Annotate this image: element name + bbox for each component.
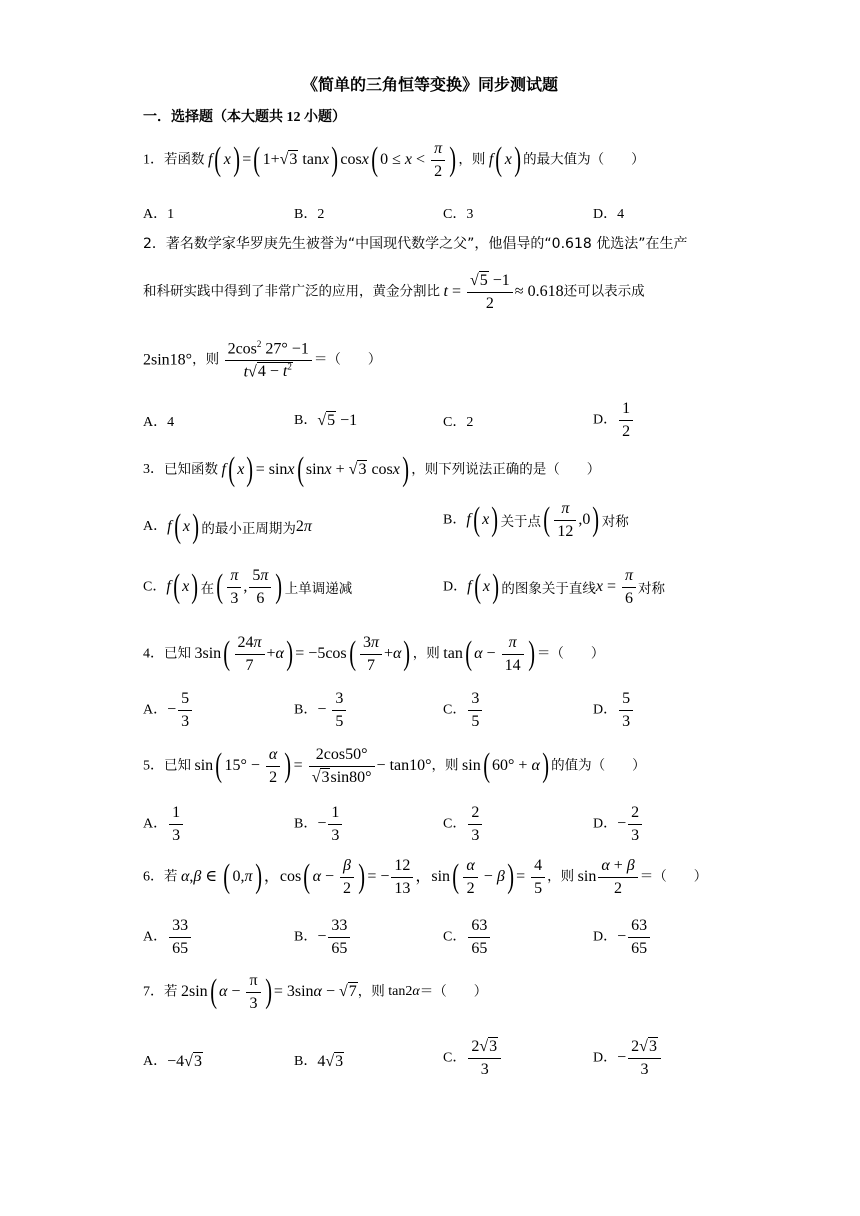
formula: ( $\frac{\pi}{3}$ , $\frac{5\pi}{6}$ ) — [216, 567, 283, 607]
stem-text: 若 — [164, 868, 178, 885]
stem-text: ＝（ ） — [419, 983, 488, 1000]
formula: $\frac{2√3}{3}$ — [466, 1049, 503, 1066]
option-label: A． — [143, 519, 168, 535]
question-number: 1． — [143, 152, 164, 168]
option-label: B． — [294, 702, 318, 718]
option-label: C． — [443, 702, 467, 718]
formula: f( x) — [488, 141, 521, 179]
stem-text: ＝（ ） — [639, 868, 708, 885]
formula: 4√3 — [317, 1052, 344, 1070]
formula: tan2α — [388, 984, 420, 1000]
formula: $\frac{1}{2}$ — [619, 400, 633, 440]
option-text: 的最小正周期为 — [201, 521, 296, 537]
formula: − $\frac{2√3}{3}$ — [617, 1049, 663, 1066]
option-c[interactable] — [143, 567, 352, 607]
option-label: D． — [593, 412, 618, 428]
option-label: B． — [294, 413, 318, 428]
option-label: D． — [593, 816, 618, 832]
question-5 — [143, 746, 646, 786]
formula: $\frac{2\cos^2 27^\circ -1}{t√4 - t^2}$ — [223, 351, 314, 368]
formula: √5 −1 — [317, 411, 358, 429]
stem-text: ，则 — [412, 645, 440, 662]
formula: f( x) — [466, 501, 499, 539]
stem-text: ，则 — [458, 151, 486, 168]
formula: f( x) — [166, 568, 199, 606]
formula: 2sin18° — [143, 351, 193, 369]
question-number: 2． — [143, 236, 166, 252]
option-b[interactable] — [443, 500, 629, 540]
question-1 — [143, 140, 645, 180]
option-label: D． — [593, 702, 618, 718]
option-label: A． — [143, 816, 168, 832]
question-4 — [143, 634, 604, 674]
option-label: C． — [443, 816, 467, 832]
option-label: B． — [443, 512, 467, 528]
option-b[interactable] — [294, 1050, 344, 1071]
question-number: 6． — [143, 869, 164, 885]
formula: f( x) — [467, 568, 500, 606]
option-label: D． — [593, 929, 618, 945]
stem-text: 若 — [164, 983, 178, 1000]
option-c[interactable] — [443, 804, 484, 844]
option-d[interactable] — [443, 567, 665, 607]
stem-text: ＝（ ） — [313, 351, 382, 368]
option-c[interactable] — [443, 690, 484, 730]
question-2-line-1 — [143, 237, 687, 251]
stem-text: 著名数学家华罗庚先生被誉为“中国现代数学之父”，他倡导的“0.618 优选法”在生产 — [165, 236, 688, 252]
option-label: B． — [294, 1054, 318, 1069]
option-a[interactable]: A．1 — [143, 207, 175, 222]
formula: t = $\frac{√5 -1}{2}$ ≈ 0.618 — [443, 272, 564, 312]
option-label: C． — [143, 579, 167, 595]
formula: − $\frac{2}{3}$ — [617, 815, 644, 832]
option-a[interactable]: A．4 — [143, 415, 175, 430]
option-d[interactable] — [593, 690, 635, 730]
option-text: 的图象关于直线 — [501, 581, 596, 598]
option-d[interactable] — [593, 400, 635, 440]
option-b[interactable] — [294, 917, 352, 957]
option-label: A． — [143, 1054, 168, 1069]
option-d[interactable] — [593, 804, 644, 844]
option-label: D． — [593, 1050, 618, 1066]
formula: 2sin( α − $\frac{\pi}{3}$ ) = 3sinα − √7 — [181, 972, 357, 1012]
page-title: 《简单的三角恒等变换》同步测试题 — [301, 77, 558, 94]
option-label: B． — [294, 929, 318, 945]
stem-text: 已知 — [164, 645, 191, 662]
formula: f( x) =( 1+√3 tanx) cosx( 0 ≤ x < $\frac{\pi}{2}$ ) — [208, 140, 457, 180]
formula: f( x) — [167, 508, 200, 545]
formula: $\frac{1}{3}$ — [167, 815, 185, 832]
option-label: A． — [143, 702, 168, 718]
option-a[interactable] — [143, 804, 185, 844]
stem-text: 的最大值为（ ） — [523, 151, 645, 168]
option-a[interactable] — [143, 1050, 203, 1071]
stem-text: 已知 — [164, 757, 191, 774]
stem-text: 和科研实践中得到了非常广泛的应用，黄金分割比 — [143, 283, 440, 300]
question-number: 5． — [143, 758, 164, 774]
option-text: 上单调递减 — [284, 581, 353, 598]
question-3 — [143, 453, 600, 487]
option-a[interactable] — [143, 510, 312, 544]
stem-text: ＝（ ） — [536, 645, 605, 662]
stem-text: 已知函数 — [164, 461, 218, 478]
stem-text: 还可以表示成 — [563, 283, 645, 300]
option-d[interactable] — [593, 1038, 663, 1078]
stem-text: 若函数 — [164, 151, 205, 168]
option-a[interactable] — [143, 917, 193, 957]
section-heading: 一．选择题（本大题共 12 小题） — [143, 110, 346, 125]
option-label: C． — [443, 929, 467, 945]
option-label: D． — [443, 579, 468, 595]
formula: $\frac{63}{65}$ — [466, 928, 492, 945]
formula: − $\frac{3}{5}$ — [317, 701, 348, 718]
option-label: C． — [443, 1050, 467, 1066]
option-b[interactable] — [294, 804, 344, 844]
option-b[interactable]: B．2 — [294, 207, 325, 222]
formula: $\frac{5}{3}$ — [617, 701, 635, 718]
formula: sin( 15° − $\frac{\alpha}{2}$ ) = $\frac{2\cos 50^\circ}{√3\sin 80^\circ}$ − tan10° — [194, 746, 432, 786]
question-2-line-2 — [143, 272, 645, 312]
formula: $\frac{3}{5}$ — [466, 701, 484, 718]
formula: sin( 60° + α) — [462, 747, 549, 785]
option-text: 对称 — [638, 581, 665, 598]
option-text: 关于点 — [500, 514, 542, 531]
option-b[interactable] — [294, 690, 348, 730]
option-d[interactable]: D．4 — [593, 207, 625, 222]
option-label: B． — [294, 816, 318, 832]
stem-text: ，则 — [547, 868, 575, 885]
question-6 — [143, 857, 707, 897]
question-number: 4． — [143, 646, 164, 662]
formula: $\frac{2}{3}$ — [466, 815, 484, 832]
formula: $\frac{33}{65}$ — [167, 928, 193, 945]
stem-text: ，则 — [357, 983, 385, 1000]
formula: α,β ∈ ( 0,π) ，cos( α − $\frac{\beta}{2}$ ) = − $\frac{12}{13}$ ，sin( $\frac{\alpha}{2}$ − β) = $\frac{4}{5}$ — [181, 868, 547, 885]
formula: 2π — [295, 518, 312, 535]
option-text: 在 — [200, 581, 215, 598]
formula: − $\frac{5}{3}$ — [167, 701, 194, 718]
stem-text: ，则 — [431, 757, 459, 774]
formula: ( $\frac{\pi}{12}$ ,0) — [543, 500, 600, 540]
stem-text: 的值为（ ） — [551, 757, 646, 774]
option-c[interactable]: C．3 — [443, 207, 474, 222]
formula: x = $\frac{\pi}{6}$ — [596, 578, 638, 595]
formula: − $\frac{63}{65}$ — [617, 928, 652, 945]
option-a[interactable] — [143, 690, 194, 730]
formula: −4√3 — [167, 1052, 202, 1070]
stem-text: ，则 — [192, 351, 220, 368]
question-7 — [143, 972, 487, 1012]
formula: tan( α − $\frac{\pi}{14}$ ) — [443, 634, 535, 674]
formula: 3sin( $\frac{24\pi}{7}$ +α) = −5cos( $\frac{3\pi}{7}$ +α) — [194, 634, 411, 674]
formula: − $\frac{1}{3}$ — [317, 815, 344, 832]
formula: f( x) = sinx( sinx + √3 cosx) — [221, 451, 409, 488]
option-b[interactable] — [294, 409, 357, 430]
question-number: 7． — [143, 984, 164, 1000]
formula: − $\frac{33}{65}$ — [317, 928, 352, 945]
question-2-line-3 — [143, 340, 381, 381]
option-c[interactable]: C．2 — [443, 415, 474, 430]
question-number: 3． — [143, 462, 164, 478]
option-d[interactable] — [593, 917, 652, 957]
option-c[interactable] — [443, 1038, 503, 1078]
option-label: A． — [143, 929, 168, 945]
formula: sin $\frac{\alpha + \beta}{2}$ — [578, 868, 640, 885]
stem-text: ，则下列说法正确的是（ ） — [411, 461, 601, 478]
option-c[interactable] — [443, 917, 492, 957]
option-text: 对称 — [601, 514, 629, 531]
